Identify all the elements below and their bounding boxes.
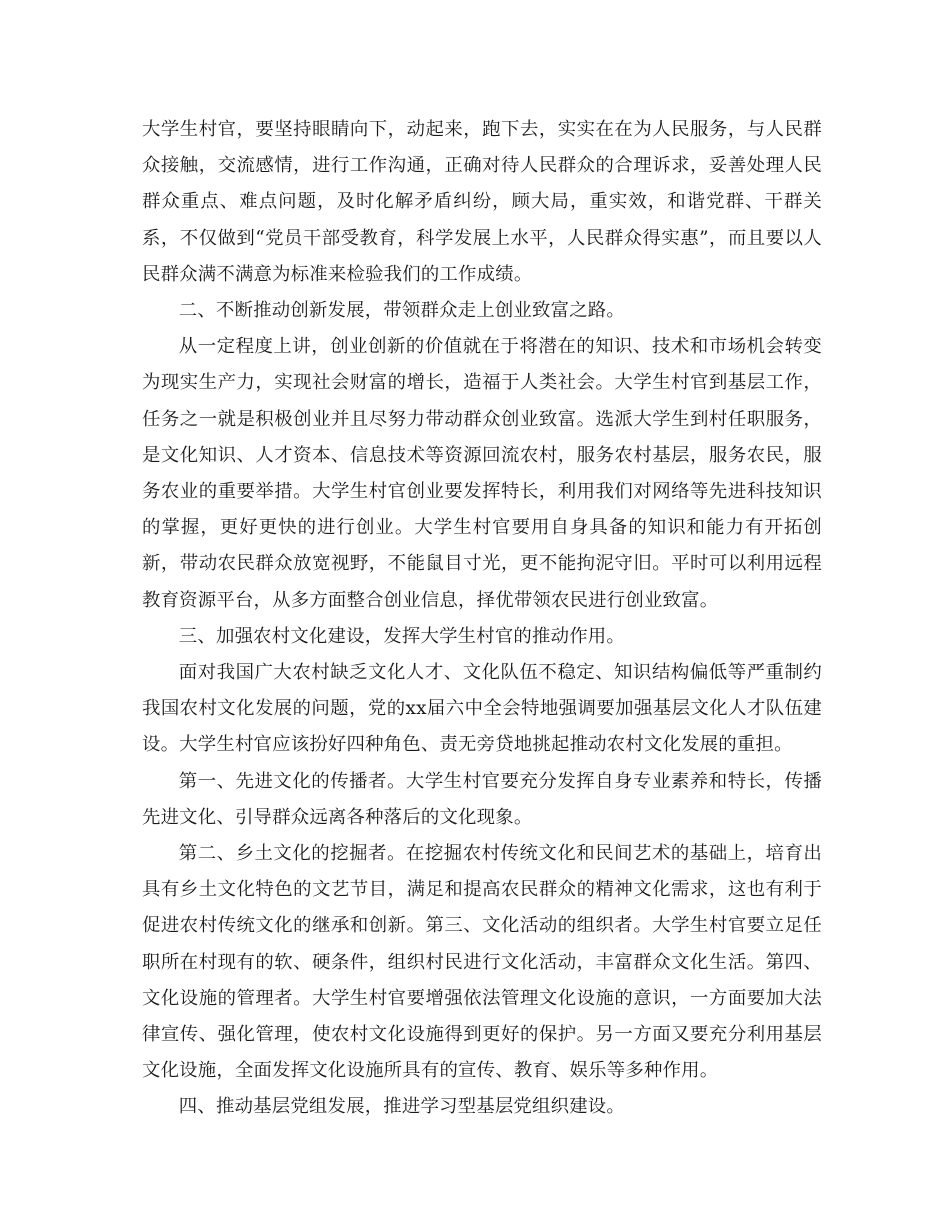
paragraph-continuation: 大学生村官，要坚持眼睛向下，动起来，跑下去，实实在在为人民服务，与人民群众接触，交流感情，进行工作沟通，正确对待人民群众的合理诉求，妥善处理人民群众重点、难点问题，及时化解矛盾纠纷，顾大局，重实效，和谐党群、干群关系，不仅做到“党员干部受教育，科学发展上水平，人民群众得实惠”，而且要以人民群众满不满意为标准来检验我们的工作成绩。 bbox=[142, 119, 822, 285]
section-heading-2: 二、不断推动创新发展，带领群众走上创业致富之路。 bbox=[178, 300, 625, 322]
section-heading-4: 四、推动基层党组发展，推进学习型基层党组织建设。 bbox=[178, 1096, 625, 1118]
paragraph-roles-2-4: 第二、乡土文化的挖掘者。在挖掘农村传统文化和民间艺术的基础上，培育出具有乡土文化特色的文艺节目，满足和提高农民群众的精神文化需求，这也有利于促进农村传统文化的继承和创新。第三、文化活动的组织者。大学生村官要立足任职所在村现有的软、硬条件，组织村民进行文化活动，丰富群众文化生活。第四、文化设施的管理者。大学生村官要增强依法管理文化设施的意识，一方面要加大法律宣传、强化管理，使农村文化设施得到更好的保护。另一方面又要充分利用基层文化设施，全面发挥文化设施所具有的宣传、教育、娱乐等多种作用。 bbox=[142, 843, 822, 1082]
paragraph-entrepreneurship: 从一定程度上讲，创业创新的价值就在于将潜在的知识、技术和市场机会转变为现实生产力，实现社会财富的增长，造福于人类社会。大学生村官到基层工作，任务之一就是积极创业并且尽努力带动群众创业致富。选派大学生到村任职服务，是文化知识、人才资本、信息技术等资源回流农村，服务农村基层，服务农民，服务农业的重要举措。大学生村官创业要发挥特长，利用我们对网络等先进科技知识的掌握，更好更快的进行创业。大学生村官要用自身具备的知识和能力有开拓创新，带动农民群众放宽视野，不能鼠目寸光，更不能拘泥守旧。平时可以利用远程教育资源平台，从多方面整合创业信息，择优带领农民进行创业致富。 bbox=[142, 336, 822, 611]
document-page bbox=[142, 112, 822, 1126]
section-heading-3: 三、加强农村文化建设，发挥大学生村官的推动作用。 bbox=[178, 625, 625, 647]
paragraph-role-1: 第一、先进文化的传播者。大学生村官要充分发挥自身专业素养和特长，传播先进文化、引导群众远离各种落后的文化现象。 bbox=[142, 770, 822, 828]
paragraph-rural-culture: 面对我国广大农村缺乏文化人才、文化队伍不稳定、知识结构偏低等严重制约我国农村文化发展的问题，党的xx届六中全会特地强调要加强基层文化人才队伍建设。大学生村官应该扮好四种角色、责无旁贷地挑起推动农村文化发展的重担。 bbox=[142, 662, 822, 756]
